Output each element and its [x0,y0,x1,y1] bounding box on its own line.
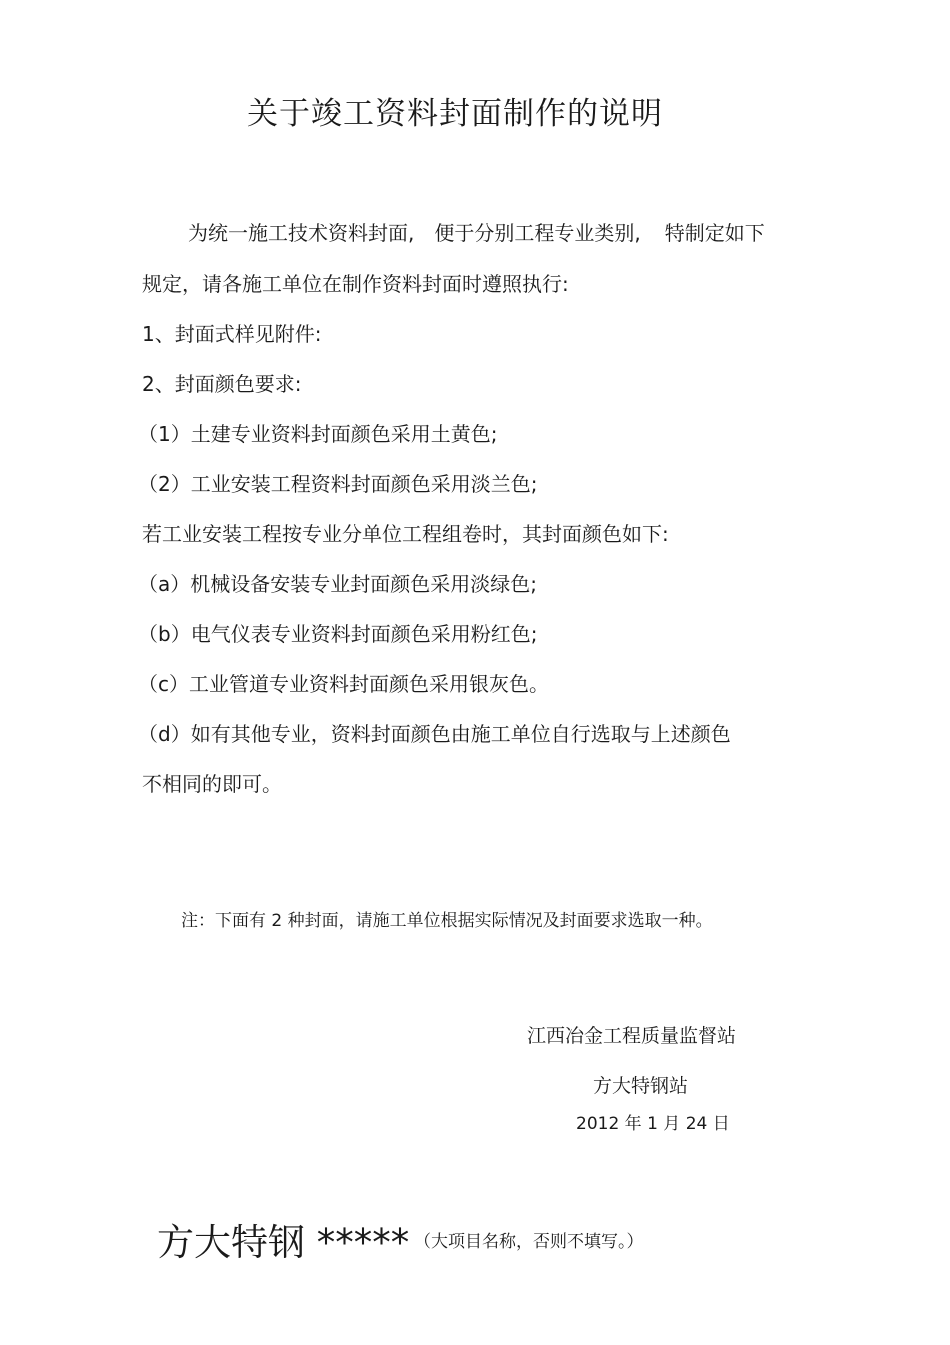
item-10: 不相同的即可。 [142,772,282,796]
item-1: 1、封面式样见附件: [142,322,322,346]
item-9: （d）如有其他专业，资料封面颜色由施工单位自行选取与上述颜色 [138,722,731,746]
intro-line-1 [188,220,765,246]
page-title: 关于竣工资料封面制作的说明 [247,96,663,132]
cover-sample-hint: （大项目名称，否则不填写。） [414,1232,644,1252]
item-4: （2）工业安装工程资料封面颜色采用淡兰色; [138,472,538,496]
item-6: （a）机械设备安装专业封面颜色采用淡绿色; [138,572,537,596]
cover-sample-name: 方大特钢 ***** [157,1221,410,1264]
signature-org-1: 江西冶金工程质量监督站 [527,1025,737,1047]
signature-date: 2012 年 1 月 24 日 [576,1114,730,1134]
intro-line-2: 规定，请各施工单位在制作资料封面时遵照执行: [142,272,569,296]
note-text: 注：下面有 2 种封面，请施工单位根据实际情况及封面要求选取一种。 [181,911,713,931]
item-2: 2、封面颜色要求: [142,372,302,396]
item-5: 若工业安装工程按专业分单位工程组卷时，其封面颜色如下: [142,522,669,546]
item-8: （c）工业管道专业资料封面颜色采用银灰色。 [138,672,549,696]
item-7: （b）电气仪表专业资料封面颜色采用粉红色; [138,622,538,646]
signature-org-2: 方大特钢站 [593,1075,689,1097]
intro-part-1: 为统一施工技术资料封面, [188,221,415,245]
item-3: （1）土建专业资料封面颜色采用土黄色; [138,422,498,446]
intro-part-2: 便于分别工程专业类别, [434,221,641,245]
intro-part-3: 特制定如下 [664,221,765,245]
